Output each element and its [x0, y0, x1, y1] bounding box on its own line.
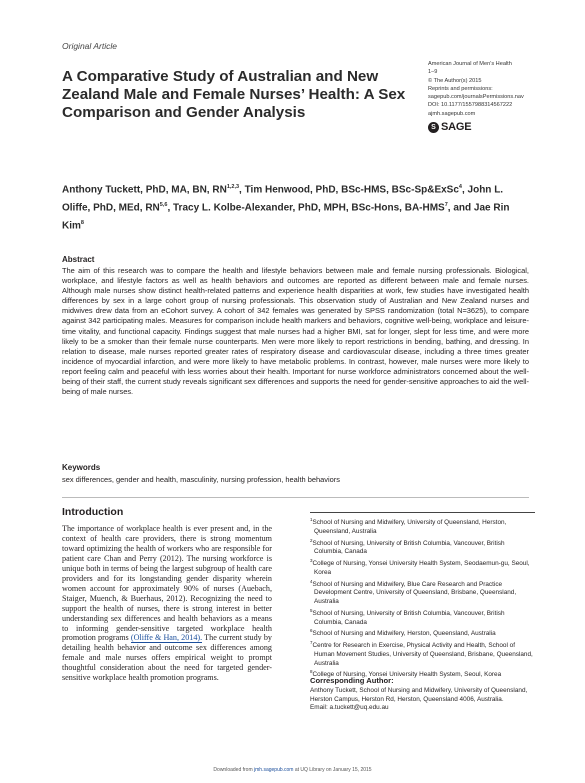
affiliation-item	[310, 639, 535, 668]
footer-text: Downloaded from	[213, 767, 254, 773]
affiliation-text: School of Nursing and Midwifery, University of Queensland, Herston, Queensland, Australia	[312, 519, 507, 535]
journal-name: American Journal of Men’s Health	[428, 61, 512, 67]
affiliation-item	[310, 627, 535, 639]
affiliation-text: School of Nursing, University of British Columbia, Vancouver, British Columbia, Canada	[312, 609, 505, 626]
section-divider	[62, 497, 529, 498]
affiliation-number: 3	[310, 558, 313, 564]
intro-text-part: The importance of workplace health is ever present and, in the context of health care providers, there is strong momentum toward optimizing the health of workers who are responsible for patient care Chan and Perry (2012). The nursing workforce is unique both in terms of being the largest subgroup of health care providers and for its longstanding gender disparity wherein women account for approximately 90% of nurses (Auebach, Staiger, Muench, & Buerhaus, 2012). Recognizing the need to support the health of nurses, there is strong interest in better understanding sex differences and health behaviors as a means to informing gender-sensitive targeted workplace health promotion programs	[62, 524, 272, 643]
affiliation-item	[310, 578, 535, 607]
author-name: Tracy L. Kolbe-Alexander, PhD, MPH, BSc-Hons, BA-HMS	[173, 202, 445, 214]
sage-logo	[428, 121, 471, 133]
keywords-text: sex differences, gender and health, masculinity, nursing profession, health behaviors	[62, 475, 340, 484]
author-separator: ,	[461, 184, 468, 196]
introduction-text	[62, 524, 272, 683]
paper-title: A Comparative Study of Australian and New Zealand Male and Female Nurses’ Health: A Sex Comparison and Gender Analysis	[62, 68, 406, 121]
article-type-label: Original Article	[62, 41, 117, 51]
corresponding-author-details	[310, 687, 530, 713]
affiliations-list	[310, 512, 535, 680]
author-affil-sup: 8	[80, 219, 84, 226]
affiliation-text: College of Nursing, Yonsei University Health System, Seoul, Korea	[312, 671, 502, 679]
affiliation-number: 2	[310, 537, 313, 543]
download-footer	[0, 767, 585, 773]
affiliation-text: Centre for Research in Exercise, Physical Activity and Health, School of Human Movement Studies, University of Queensland, Brisbane, Queensland, Australia	[312, 642, 533, 667]
permissions-link[interactable]: sagepub.com/journalsPermissions.nav	[428, 94, 524, 101]
author-name: Anthony Tuckett, PhD, MA, BN, RN	[62, 184, 227, 196]
affiliation-number: 4	[310, 578, 313, 584]
sage-logo-icon: S	[428, 122, 439, 133]
author-list	[62, 180, 532, 233]
introduction-heading: Introduction	[62, 506, 124, 518]
author-separator: ,	[167, 202, 173, 214]
author-affil-sup: 5,6	[159, 201, 168, 208]
journal-info	[428, 60, 553, 118]
intro-text-part: The current study by detailing health behavior and outcome sex differences among female and male nurses offers empirical weight to prompt thoughtful consideration about the need for targeted gender-sensitive workplace health promotion programs.	[62, 633, 272, 683]
corresponding-email[interactable]: Email: a.tuckett@uq.edu.au	[310, 704, 389, 712]
affiliation-number: 6	[310, 628, 313, 634]
affiliation-text: College of Nursing, Yonsei University Health System, Seodaemun-gu, Seoul, Korea	[312, 560, 530, 576]
footer-site-link[interactable]: jmh.sagepub.com	[254, 767, 294, 773]
citation-link[interactable]: (Oliffe & Han, 2014).	[130, 633, 203, 643]
journal-url[interactable]: ajmh.sagepub.com	[428, 110, 476, 117]
affiliation-number: 5	[310, 607, 313, 613]
affiliation-item	[310, 557, 535, 578]
copyright: © The Author(s) 2015	[428, 77, 482, 84]
corresponding-author-heading: Corresponding Author:	[310, 676, 394, 685]
author-name: Jae Rin Kim	[62, 202, 510, 231]
abstract-text: The aim of this research was to compare the health and lifestyle behaviors between male and female nursing professionals. Biological, workplace, and lifestyle factors as well as health behaviors and outcomes are reported as different between male and female nurses. Although male nurses show distinct health-related patterns and experience health disparities at work, few studies have investigated health differences by sex in a large cohort group of nursing professionals. This observation study of Australian and New Zealand nurses and midwives drew data from an eCohort survey. A cohort of 342 females was generated by SPSS randomization (total N=3625), to compare against 342 participating males. Measures for comparison include health markers and behaviors, cognitive well-being, workplace and leisure-time vitality, and functional capacity. Findings suggest that male nurses had a higher BMI, sat for longer, slept for less time, and were more likely to be a smoker than their female nurse counterparts. Men were more likely to report restrictions in bending, bathing, and dressing. In relation to disease, male nurses reported greater rates of respiratory disease and cardiovascular disease, including a three times greater incidence of myocardial infarction, and were more likely to have metabolic problems. In contrast, however, male nurses were more likely to report feeling calm and peaceful with less worries about their health. Important for nurse workforce administrators concerned about the well-being of their staff, the current study reveals significant sex differences and supports the need for gender-sensitive approaches to aid the well-being of male nurses.	[62, 266, 529, 397]
affiliation-text: School of Nursing, University of British Columbia, Vancouver, British Columbia, Canada	[312, 539, 505, 556]
corresponding-address: Anthony Tuckett, School of Nursing and Midwifery, University of Queensland, Herston Campus, Herston Rd, Herston, Queensland 4006, Australia.	[310, 687, 528, 703]
author-name: Tim Henwood, PhD, BSc-HMS, BSc-Sp&ExSc	[244, 184, 459, 196]
affiliation-text: School of Nursing and Midwifery, Herston, Queensland, Australia	[312, 630, 496, 638]
affiliation-number: 8	[310, 669, 313, 675]
abstract-heading: Abstract	[62, 255, 95, 264]
affiliation-item	[310, 516, 535, 537]
author-affil-sup: 1,2,3	[226, 184, 240, 190]
affiliation-number: 7	[310, 640, 313, 646]
reprints-label: Reprints and permissions:	[428, 85, 493, 92]
sage-logo-text: SAGE	[441, 121, 472, 133]
author-separator: ,	[239, 184, 245, 196]
author-separator: , and	[447, 202, 474, 214]
page-range: 1–9	[428, 69, 438, 76]
author-affil-sup: 4	[458, 184, 462, 190]
affiliation-number: 1	[310, 517, 313, 522]
affiliation-text: School of Nursing and Midwifery, Blue Care Research and Practice Development Centre, University of Queensland, Brisbane, Queensland, Australia	[312, 580, 517, 606]
keywords-heading: Keywords	[62, 463, 101, 472]
author-affil-sup: 7	[444, 201, 448, 208]
footer-text: at UQ Library on January 15, 2015	[293, 767, 372, 773]
author-name: John L. Oliffe, PhD, MEd, RN	[62, 184, 504, 214]
doi[interactable]: DOI: 10.1177/1557988314567222	[428, 102, 513, 109]
affiliation-item	[310, 537, 535, 558]
affiliation-item	[310, 607, 535, 628]
